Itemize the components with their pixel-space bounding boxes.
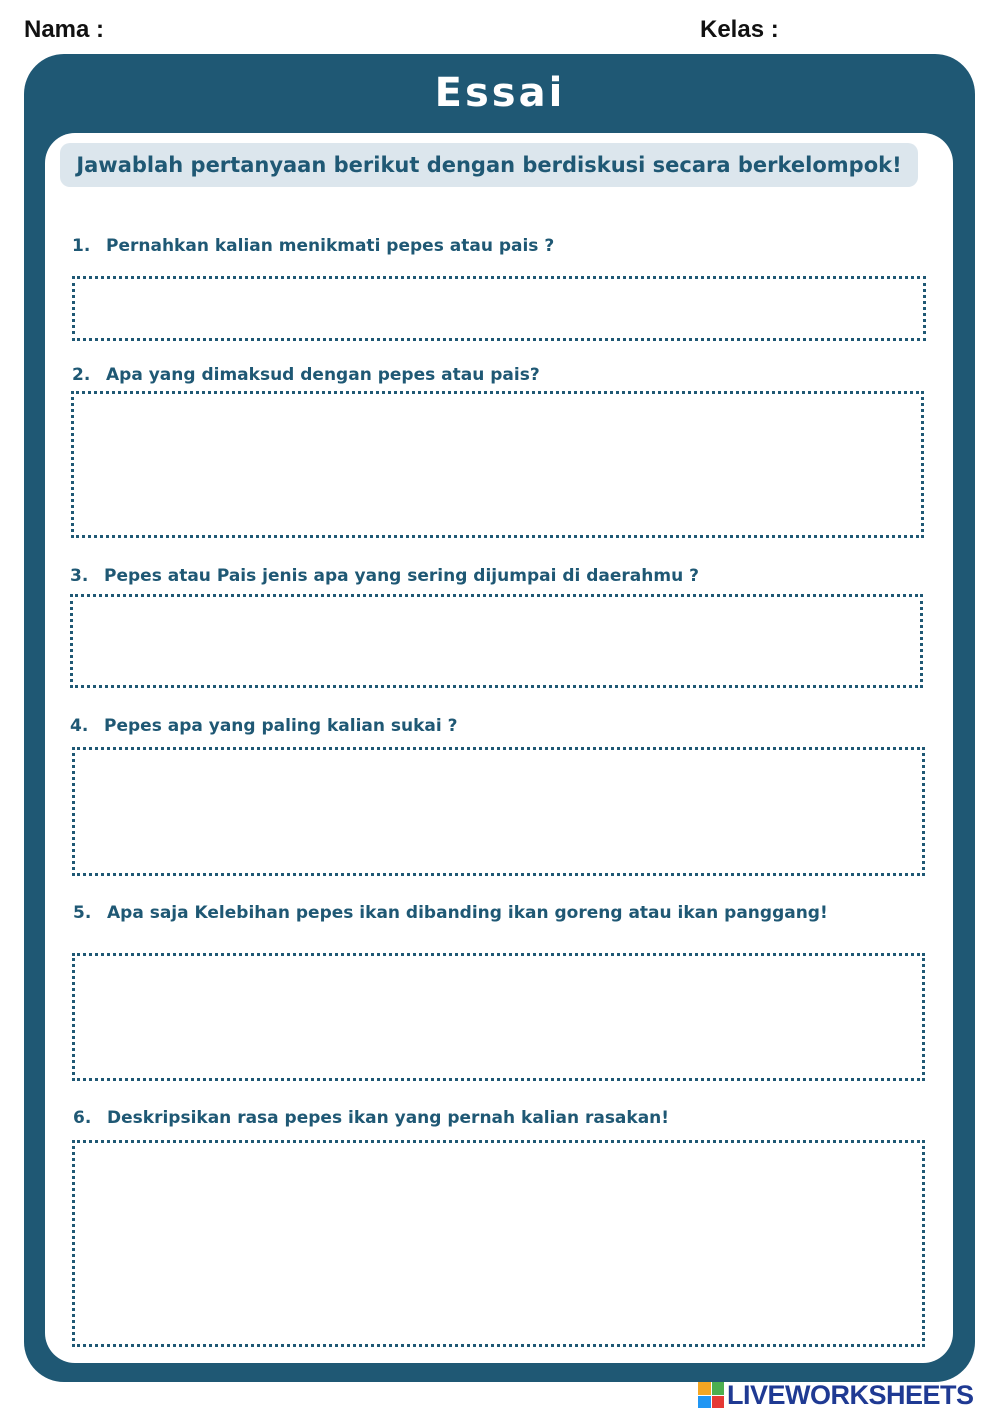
- question-number: 5.: [73, 903, 92, 923]
- name-label: Nama :: [24, 16, 105, 43]
- question-number: 2.: [72, 365, 91, 385]
- question-text: Deskripsikan rasa pepes ikan yang pernah kalian rasakan!: [107, 1108, 670, 1128]
- question-number: 6.: [73, 1108, 92, 1128]
- question-number: 4.: [70, 716, 89, 736]
- question-3: [70, 566, 699, 586]
- question-1: [72, 236, 554, 256]
- answer-box-1[interactable]: [72, 276, 926, 341]
- question-text: Pernahkan kalian menikmati pepes atau pais ?: [106, 236, 555, 256]
- question-6: [73, 1108, 669, 1128]
- question-number: 3.: [70, 566, 89, 586]
- watermark-text: LIVEWORKSHEETS: [727, 1379, 974, 1410]
- answer-box-2[interactable]: [71, 391, 924, 538]
- question-number: 1.: [72, 236, 91, 256]
- question-text: Pepes apa yang paling kalian sukai ?: [104, 716, 458, 736]
- answer-box-3[interactable]: [70, 594, 923, 688]
- instruction-banner: Jawablah pertanyaan berikut dengan berdiskusi secara berkelompok!: [60, 143, 918, 187]
- answer-box-5[interactable]: [72, 953, 925, 1081]
- page-title: Essai: [434, 70, 566, 116]
- liveworksheets-logo-icon: [698, 1382, 724, 1408]
- question-text: Pepes atau Pais jenis apa yang sering dijumpai di daerahmu ?: [104, 566, 699, 586]
- class-label: Kelas :: [700, 16, 779, 43]
- answer-box-6[interactable]: [72, 1140, 925, 1347]
- question-text: Apa yang dimaksud dengan pepes atau pais?: [106, 365, 540, 385]
- question-2: [72, 365, 540, 385]
- question-5: [73, 903, 828, 923]
- answer-box-4[interactable]: [72, 747, 925, 876]
- liveworksheets-watermark: [698, 1380, 974, 1410]
- question-text: Apa saja Kelebihan pepes ikan dibanding ikan goreng atau ikan panggang!: [107, 903, 828, 923]
- question-4: [70, 716, 458, 736]
